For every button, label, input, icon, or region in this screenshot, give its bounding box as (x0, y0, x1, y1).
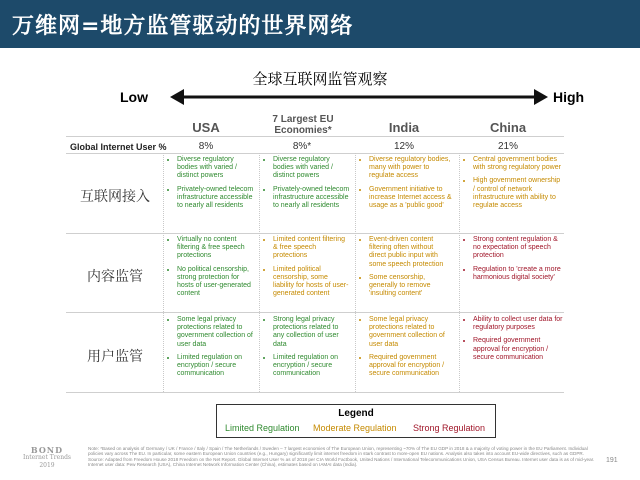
row-divider (66, 233, 564, 234)
user-share-india: 12% (393, 141, 414, 152)
column-divider (459, 153, 460, 392)
bullet-point: • Limited regulation on encryption / secure communication (273, 354, 350, 379)
legend-item-strong: Strong Regulation (413, 423, 486, 433)
matrix-cell-india (360, 156, 452, 215)
matrix-cell-usa (168, 236, 254, 303)
bullet-list (264, 156, 350, 210)
bullet-list (264, 316, 350, 378)
bond-logo-year: 2019 (39, 462, 55, 469)
header-divider (66, 136, 564, 137)
bullet-list (464, 316, 564, 362)
column-divider (355, 153, 356, 392)
column-header-usa: USA (192, 120, 220, 135)
bullet-list (464, 156, 564, 210)
bullet-point: • Regulation to 'create a more harmonious digital society' (473, 266, 564, 282)
matrix-cell-china (464, 316, 564, 367)
category-label: 内容监管 (87, 269, 143, 285)
legend-item-limited: Limited Regulation (225, 423, 300, 433)
bullet-point: • Diverse regulatory bodies with varied / distinct powers (273, 156, 350, 181)
legend-title: Legend (338, 408, 374, 419)
bullet-list (168, 156, 254, 210)
matrix-cell-usa (168, 316, 254, 383)
scale-high-label: High (553, 89, 585, 105)
user-share-label: Global Internet User % (70, 142, 167, 152)
legend-box (216, 404, 496, 438)
bullet-point: • Limited political censorship, some liability for hosts of user-generated content (273, 266, 350, 299)
bullet-point: • Some legal privacy protections related to government collection of user data (369, 316, 452, 349)
user-share-eu: 8%* (292, 141, 312, 152)
bullet-point: • Limited regulation on encryption / secure communication (177, 354, 254, 379)
bullet-list (264, 236, 350, 298)
scale-low-label: Low (120, 89, 148, 105)
category-label: 用户监管 (87, 349, 143, 365)
legend-item-moderate: Moderate Regulation (313, 423, 397, 433)
bullet-list (360, 316, 452, 378)
column-divider (163, 153, 164, 392)
matrix-cell-eu (264, 236, 350, 303)
title-banner (0, 0, 640, 48)
bullet-point: • Required government approval for encryption / secure communication (369, 354, 452, 379)
slide-subtitle: 全球互联网监管观察 (252, 70, 388, 88)
matrix-cell-eu (264, 316, 350, 383)
row-divider (66, 312, 564, 313)
matrix-cell-india (360, 236, 452, 303)
bullet-point: • Ability to collect user data for regulatory purposes (473, 316, 564, 332)
bond-logo-name: BOND (30, 445, 64, 455)
column-divider (259, 153, 260, 392)
column-header-eu: 7 Largest EU Economies* (272, 114, 334, 136)
bullet-point: • Event-driven content filtering often without direct public input with some speech protection (369, 236, 452, 269)
user-share-usa: 8% (198, 141, 214, 152)
bullet-point: • Limited content filtering & free speech protections (273, 236, 350, 261)
category-label: 互联网接入 (80, 189, 150, 205)
bullet-list (360, 156, 452, 210)
matrix-cell-eu (264, 156, 350, 215)
matrix-cell-india (360, 316, 452, 383)
bullet-point: • Privately-owned telecom infrastructure accessible to nearly all residents (177, 186, 254, 211)
bullet-point: • Diverse regulatory bodies with varied / distinct powers (177, 156, 254, 181)
bond-logo-report: Internet Trends (22, 454, 71, 461)
bullet-point: • Strong content regulation & no expectation of speech protection (473, 236, 564, 261)
bullet-list (168, 316, 254, 378)
bullet-point: • Diverse regulatory bodies, many with power to regulate access (369, 156, 452, 181)
bond-logo (22, 446, 72, 470)
scale-arrow (170, 88, 548, 106)
bullet-point: • High government ownership / control of network infrastructure with ability to regulate access (473, 177, 564, 210)
bullet-point: • Some legal privacy protections related to government collection of user data (177, 316, 254, 349)
bullet-point: • Virtually no content filtering & free speech protections (177, 236, 254, 261)
bullet-point: • No political censorship, strong protection for hosts of user-generated content (177, 266, 254, 299)
bullet-point: • Some censorship, generally to remove 'insulting content' (369, 274, 452, 299)
matrix-cell-usa (168, 156, 254, 215)
column-header-india: India (388, 120, 420, 135)
row-divider (66, 392, 564, 393)
matrix-cell-china (464, 236, 564, 287)
bullet-list (168, 236, 254, 298)
matrix-cell-china (464, 156, 564, 215)
bullet-point: • Central government bodies with strong regulatory power (473, 156, 564, 172)
footnote: Note: *Based on analysis of Germany / UK / France / Italy / Spain / The Netherlands / Sweden – 7 largest economies of The European Union, representing ~70% of The EU GDP in 2018 & a majority of voting power in the EU Parliament. Individual policies vary across The EU. In particular, some eastern European Union countries (e.g., Hungary) significantly limit internet freedom in stark contrast to more-open EU nations. Analysis also takes into account EU-wide directives, such as GDPR. Source: Adapted from Freedom House 2018 Freedom on the Net Report. Global Internet User % as of 2018 per CIA World Factbook, United Nations / International Telecommunications Union, USA Census Bureau. Internet user data is as of mid-year. Internet user data: Pew Research (USA), China Internet Network Information Center (China), estimates based on IAMAI data (India). (88, 446, 595, 467)
bullet-point: • Strong legal privacy protections related to any collection of user data (273, 316, 350, 349)
bullet-point: • Privately-owned telecom infrastructure accessible to nearly all residents (273, 186, 350, 211)
slide-title: 万维网=地方监管驱动的世界网络 (12, 14, 354, 39)
bullet-list (464, 236, 564, 282)
bullet-point: • Government initiative to increase Internet access & usage as a 'public good' (369, 186, 452, 211)
bullet-point: • Required government approval for encryption / secure communication (473, 337, 564, 362)
bullet-list (360, 236, 452, 298)
row-divider (66, 153, 564, 154)
page-number: 191 (606, 457, 618, 464)
user-share-china: 21% (497, 141, 518, 152)
column-header-china: China (489, 120, 527, 135)
